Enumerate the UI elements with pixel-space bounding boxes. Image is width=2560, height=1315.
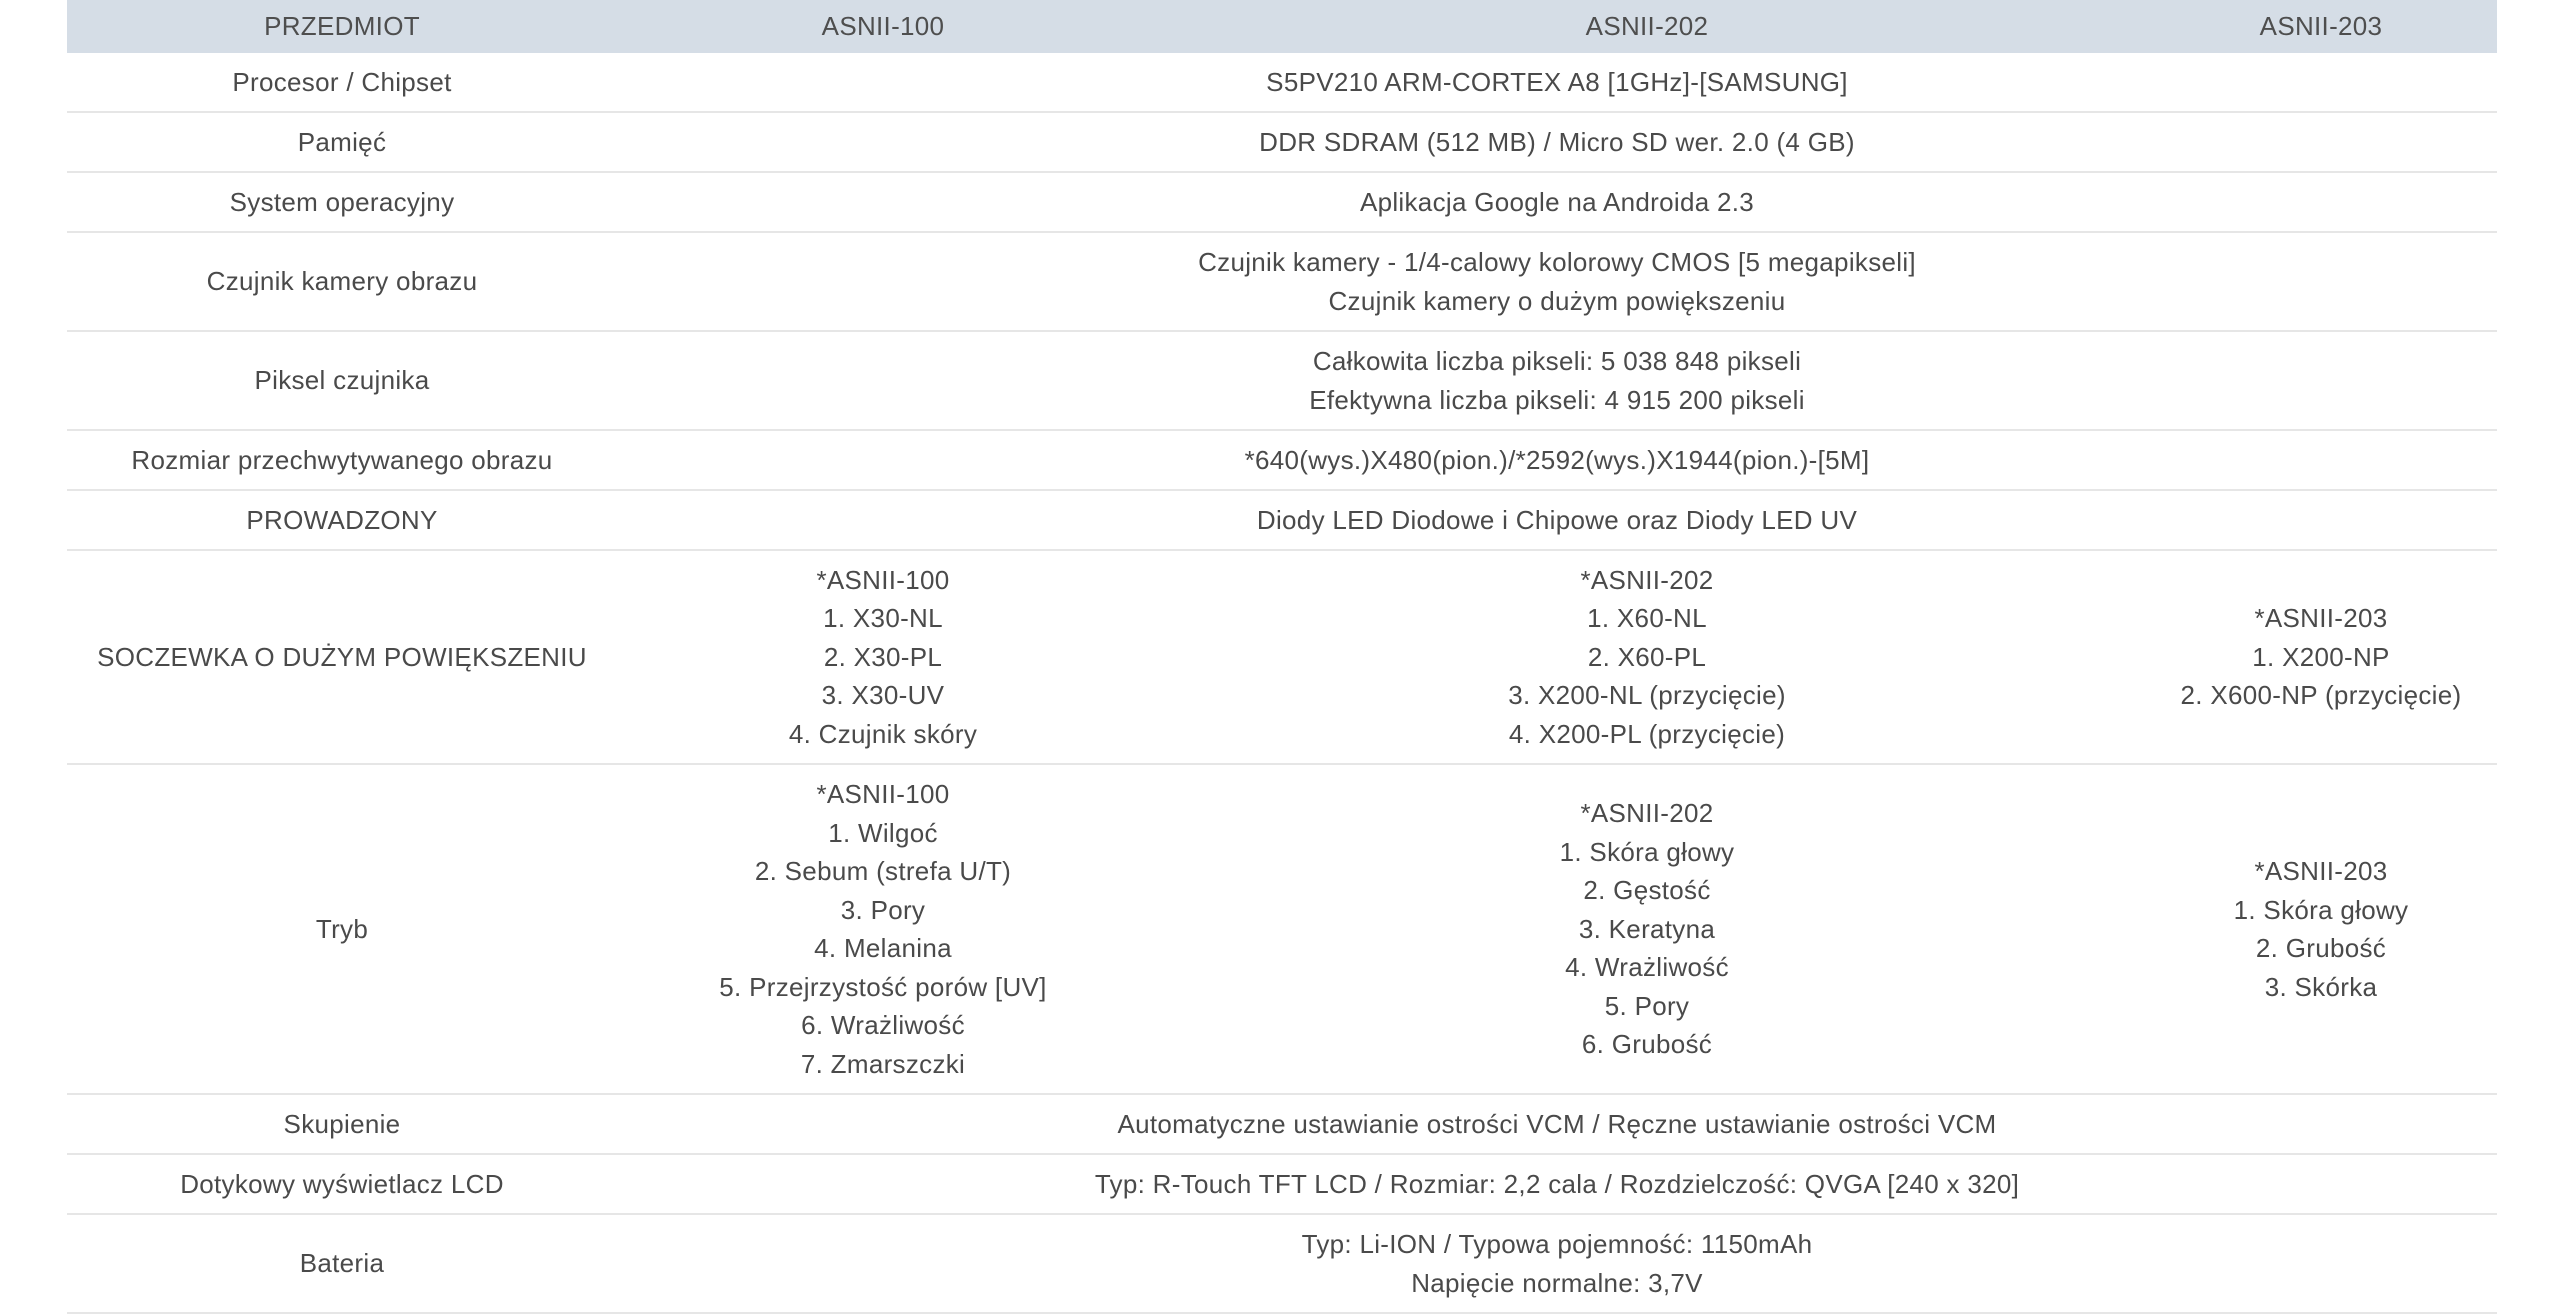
header-item: PRZEDMIOT	[67, 0, 617, 53]
row-label: Dotykowy wyświetlacz LCD	[67, 1154, 617, 1214]
row-value-text: DDR SDRAM (512 MB) / Micro SD wer. 2.0 (4 GB)	[1259, 126, 1855, 157]
row-label: Pamięć	[67, 112, 617, 172]
list-item: 2. Grubość	[2255, 933, 2387, 963]
list-item: 3. Pory	[840, 894, 926, 925]
list-item: 6. Grubość	[1581, 1029, 1713, 1060]
row-value	[617, 232, 2497, 331]
list-item: 3. Keratyna	[1578, 913, 1716, 944]
lens-model-b	[1149, 550, 2145, 764]
mode-model-c	[2145, 764, 2497, 1094]
list-item: 4. X200-PL (przycięcie)	[1508, 718, 1786, 749]
row-value	[617, 1214, 2497, 1313]
list-item: 1. X30-NL	[823, 603, 943, 634]
row-value	[617, 112, 2497, 172]
row-label: Tryb	[67, 764, 617, 1094]
list-item: 6. Wrażliwość	[801, 1010, 965, 1040]
list-item: 2. X60-PL	[1587, 641, 1707, 672]
lens-model-a	[617, 550, 1149, 764]
list-item: 1. Skóra głowy	[2233, 894, 2409, 925]
row-lcd	[67, 1154, 2497, 1214]
row-value-line: Efektywna liczba pikseli: 4 915 200 pikseli	[1309, 384, 1805, 415]
row-value-text: Typ: R-Touch TFT LCD / Rozmiar: 2,2 cala / Rozdzielczość: QVGA [240 x 320]	[1094, 1168, 2020, 1199]
row-label: System operacyjny	[67, 172, 617, 232]
row-value-text: *640(wys.)X480(pion.)/*2592(wys.)X1944(pion.)-[5M]	[1244, 444, 1870, 475]
list-item: *ASNII-202	[1580, 564, 1714, 595]
header-row	[67, 0, 2497, 53]
row-label: PROWADZONY	[67, 490, 617, 550]
row-processor	[67, 53, 2497, 112]
list-item: 2. Sebum (strefa U/T)	[754, 856, 1012, 886]
row-label: Piksel czujnika	[67, 331, 617, 430]
list-item: 4. Wrażliwość	[1565, 952, 1729, 983]
list-item: 5. Pory	[1604, 990, 1690, 1021]
row-value-line: Czujnik kamery - 1/4-calowy kolorowy CMOS [5 megapikseli]	[1198, 247, 1916, 277]
list-item: 1. X60-NL	[1587, 603, 1707, 634]
list-item: 3. X200-NL (przycięcie)	[1508, 680, 1786, 711]
row-memory	[67, 112, 2497, 172]
list-item: *ASNII-202	[1580, 798, 1714, 829]
list-item: 3. X30-UV	[821, 680, 945, 711]
list-item: 2. X600-NP (przycięcie)	[2180, 680, 2462, 711]
row-value-line: Czujnik kamery o dużym powiększeniu	[1328, 285, 1786, 316]
row-value	[617, 1154, 2497, 1214]
row-mode	[67, 764, 2497, 1094]
list-item: 5. Przejrzystość porów [UV]	[719, 971, 1047, 1002]
list-item: 2. Gęstość	[1583, 875, 1711, 906]
row-os	[67, 172, 2497, 232]
row-capture-size	[67, 430, 2497, 490]
list-item: 3. Skórka	[2264, 971, 2378, 1002]
table-header	[67, 0, 2497, 53]
row-label: Rozmiar przechwytywanego obrazu	[67, 430, 617, 490]
table-body	[67, 53, 2497, 1313]
row-value-text: Aplikacja Google na Androida 2.3	[1359, 186, 1755, 217]
row-camera-sensor	[67, 232, 2497, 331]
list-item: 7. Zmarszczki	[800, 1048, 966, 1079]
lens-model-c	[2145, 550, 2497, 764]
list-item: *ASNII-203	[2254, 603, 2388, 634]
row-value-line: Całkowita liczba pikseli: 5 038 848 pikseli	[1312, 346, 1802, 376]
row-sensor-pixel	[67, 331, 2497, 430]
row-label: Czujnik kamery obrazu	[67, 232, 617, 331]
list-item: 2. X30-PL	[823, 641, 943, 672]
row-label: Procesor / Chipset	[67, 53, 617, 112]
row-value	[617, 172, 2497, 232]
row-value	[617, 490, 2497, 550]
list-item: 4. Czujnik skóry	[788, 718, 978, 749]
row-value-line: Typ: Li-ION / Typowa pojemność: 1150mAh	[1301, 1229, 1813, 1259]
row-value	[617, 430, 2497, 490]
row-value-text: S5PV210 ARM-CORTEX A8 [1GHz]-[SAMSUNG]	[1266, 66, 1848, 97]
list-item: 4. Melanina	[814, 933, 952, 963]
list-item: *ASNII-100	[816, 564, 950, 595]
header-model-c: ASNII-203	[2145, 0, 2497, 53]
mode-model-a	[617, 764, 1149, 1094]
spec-table	[67, 0, 2497, 1314]
row-lens	[67, 550, 2497, 764]
list-item: *ASNII-203	[2254, 856, 2388, 886]
list-item: 1. Wilgoć	[828, 817, 938, 848]
row-value	[617, 53, 2497, 112]
row-label: SOCZEWKA O DUŻYM POWIĘKSZENIU	[67, 550, 617, 764]
row-battery	[67, 1214, 2497, 1313]
mode-model-b	[1149, 764, 2145, 1094]
row-value-text: Automatyczne ustawianie ostrości VCM / Ręczne ustawianie ostrości VCM	[1117, 1108, 1997, 1139]
header-model-a: ASNII-100	[617, 0, 1149, 53]
header-model-b: ASNII-202	[1149, 0, 2145, 53]
row-focus	[67, 1094, 2497, 1154]
list-item: 1. X200-NP	[2252, 641, 2390, 672]
row-led	[67, 490, 2497, 550]
row-value-line: Napięcie normalne: 3,7V	[1411, 1267, 1703, 1298]
row-label: Skupienie	[67, 1094, 617, 1154]
row-label: Bateria	[67, 1214, 617, 1313]
row-value-text: Diody LED Diodowe i Chipowe oraz Diody LED UV	[1256, 504, 1858, 535]
row-value	[617, 331, 2497, 430]
list-item: 1. Skóra głowy	[1559, 836, 1735, 867]
list-item: *ASNII-100	[816, 779, 950, 809]
row-value	[617, 1094, 2497, 1154]
